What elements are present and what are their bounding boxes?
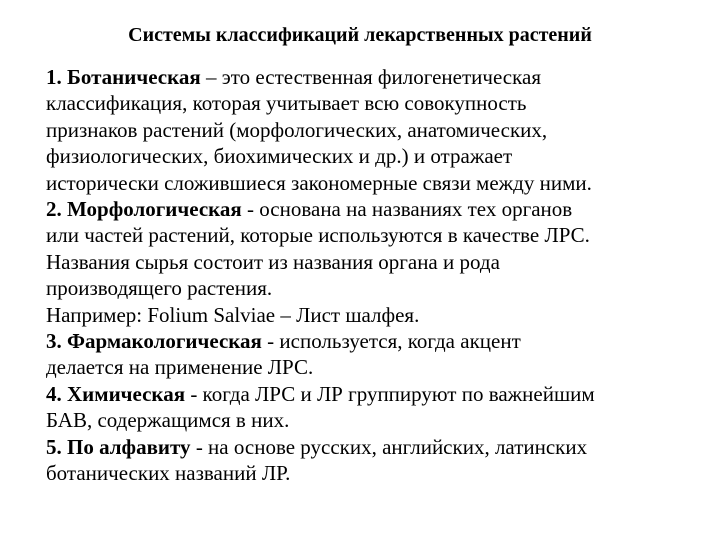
item-line: исторически сложившиеся закономерные связи между ними.: [46, 170, 592, 195]
item-example: Например: Folium Salviae – Лист шалфея.: [46, 302, 420, 327]
item-line: - используется, когда акцент: [261, 329, 521, 354]
item-line: Названия сырья состоит из названия органа и рода: [46, 249, 500, 274]
item-line: - основана на названиях тех органов: [241, 197, 573, 222]
item-line: ботанических названий ЛР.: [46, 461, 291, 486]
classification-list: [46, 64, 716, 487]
item-line: или частей растений, которые используются в качестве ЛРС.: [46, 223, 590, 248]
item-line: классификация, которая учитывает всю совокупность: [46, 91, 527, 116]
item-number: 2.: [46, 197, 62, 222]
item-term: Морфологическая: [67, 197, 242, 222]
item-term: Химическая: [67, 381, 186, 406]
item-line: - на основе русских, английских, латинских: [190, 434, 588, 459]
item-line: делается на применение ЛРС.: [46, 355, 314, 380]
item-line: БАВ, содержащимся в них.: [46, 408, 290, 433]
item-morphological: [46, 196, 716, 328]
item-line: физиологических, биохимических и др.) и отражает: [46, 144, 513, 169]
item-line: - когда ЛРС и ЛР группируют по важнейшим: [185, 381, 595, 406]
item-number: 4.: [46, 381, 62, 406]
item-line: производящего растения.: [46, 276, 273, 301]
item-number: 3.: [46, 329, 62, 354]
item-number: 1.: [46, 65, 62, 89]
item-pharmacological: [46, 328, 716, 381]
item-line: признаков растений (морфологических, анатомических,: [46, 117, 548, 142]
item-number: 5.: [46, 434, 62, 459]
item-chemical: [46, 381, 716, 434]
item-alphabetical: [46, 434, 716, 487]
item-term: По алфавиту: [67, 434, 191, 459]
item-term: Ботаническая: [67, 65, 201, 89]
item-line: – это естественная филогенетическая: [200, 65, 541, 89]
item-term: Фармакологическая: [67, 329, 262, 354]
slide-title: Системы классификаций лекарственных растений: [128, 24, 592, 46]
item-botanical: [46, 64, 716, 196]
